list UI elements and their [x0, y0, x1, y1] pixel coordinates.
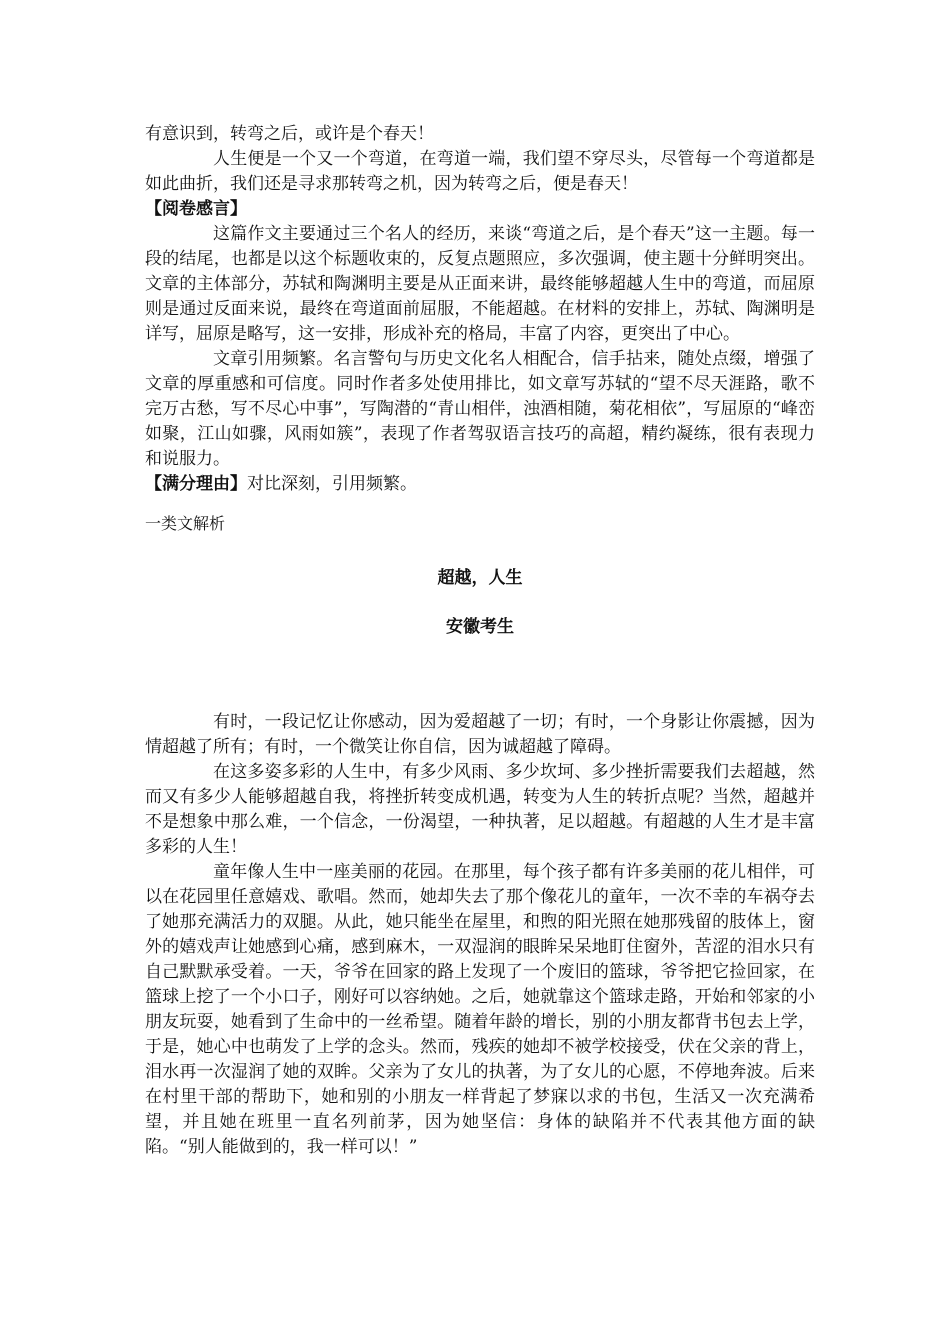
review-paragraph-1: 这篇作文主要通过三个名人的经历，来谈“弯道之后，是个春天”这一主题。每一段的结尾，也都是以这个标题收束的，反复点题照应，多次强调，使主题十分鲜明突出。文章的主体部分，苏轼和陶渊明主要是从正面来讲，最终能够超越人生中的弯道，而屈原则是通过反面来说，最终在弯道面前屈服，不能超越。在材料的安排上，苏轼、陶渊明是详写，屈原是略写，这一安排，形成补充的格局，丰富了内容，更突出了中心。	[145, 224, 815, 344]
paragraph-conclusion: 人生便是一个又一个弯道，在弯道一端，我们望不穿尽头，尽管每一个弯道都是如此曲折，我们还是寻求那转弯之机，因为转弯之后，便是春天！	[145, 149, 815, 194]
review-paragraph-2: 文章引用频繁。名言警句与历史文化名人相配合，信手拈来，随处点缀，增强了文章的厚重感和可信度。同时作者多处使用排比，如文章写苏轼的“望不尽天涯路，歌不完万古愁，写不尽心中事”，写陶潜的“青山相伴，浊酒相随，菊花相依”，写屈原的“峰峦如聚，江山如骤，风雨如簇”，表现了作者驾驭语言技巧的高超，精约凝练，很有表现力和说服力。	[145, 349, 815, 469]
essay-title: 超越，人生	[437, 568, 523, 588]
paragraph-continuation: 有意识到，转弯之后，或许是个春天！	[145, 124, 434, 144]
section-label: 一类文解析	[145, 514, 226, 533]
reason-text: 对比深刻，引用频繁。	[247, 474, 417, 494]
spacer	[145, 640, 815, 710]
essay-author: 安徽考生	[446, 617, 514, 637]
review-heading: 【阅卷感言】	[145, 199, 247, 219]
reason-heading: 【满分理由】	[145, 474, 247, 494]
reason-line	[145, 472, 815, 497]
essay-paragraph-2: 在这多姿多彩的人生中，有多少风雨、多少坎坷、多少挫折需要我们去超越，然而又有多少人能够超越自我，将挫折转变成机遇，转变为人生的转折点呢？当然，超越并不是想象中那么难，一个信念，一份渴望，一种执著，足以超越。有超越的人生才是丰富多彩的人生！	[145, 762, 815, 857]
essay-paragraph-3: 童年像人生中一座美丽的花园。在那里，每个孩子都有许多美丽的花儿相伴，可以在花园里任意嬉戏、歌唱。然而，她却失去了那个像花儿的童年，一次不幸的车祸夺去了她那充满活力的双腿。从此，她只能坐在屋里，和煦的阳光照在她那残留的肢体上，窗外的嬉戏声让她感到心痛，感到麻木，一双湿润的眼眸呆呆地盯住窗外，苦涩的泪水只有自己默默承受着。一天，爷爷在回家的路上发现了一个废旧的篮球，爷爷把它捡回家，在篮球上挖了一个小口子，刚好可以容纳她。之后，她就靠这个篮球走路，开始和邻家的小朋友玩耍，她看到了生命中的一丝希望。随着年龄的增长，别的小朋友都背书包去上学，于是，她心中也萌发了上学的念头。然而，残疾的她却不被学校接受，伏在父亲的背上，泪水再一次湿润了她的双眸。父亲为了女儿的执著，为了女儿的心愿，不停地奔波。后来在村里干部的帮助下，她和别的小朋友一样背起了梦寐以求的书包，生活又一次充满希望，并且她在班里一直名列前茅，因为她坚信：身体的缺陷并不代表其他方面的缺陷。“别人能做到的，我一样可以！”	[145, 862, 815, 1157]
essay-paragraph-1: 有时，一段记忆让你感动，因为爱超越了一切；有时，一个身影让你震撼，因为情超越了所有；有时，一个微笑让你自信，因为诚超越了障碍。	[145, 712, 815, 757]
document-page	[145, 122, 815, 1160]
